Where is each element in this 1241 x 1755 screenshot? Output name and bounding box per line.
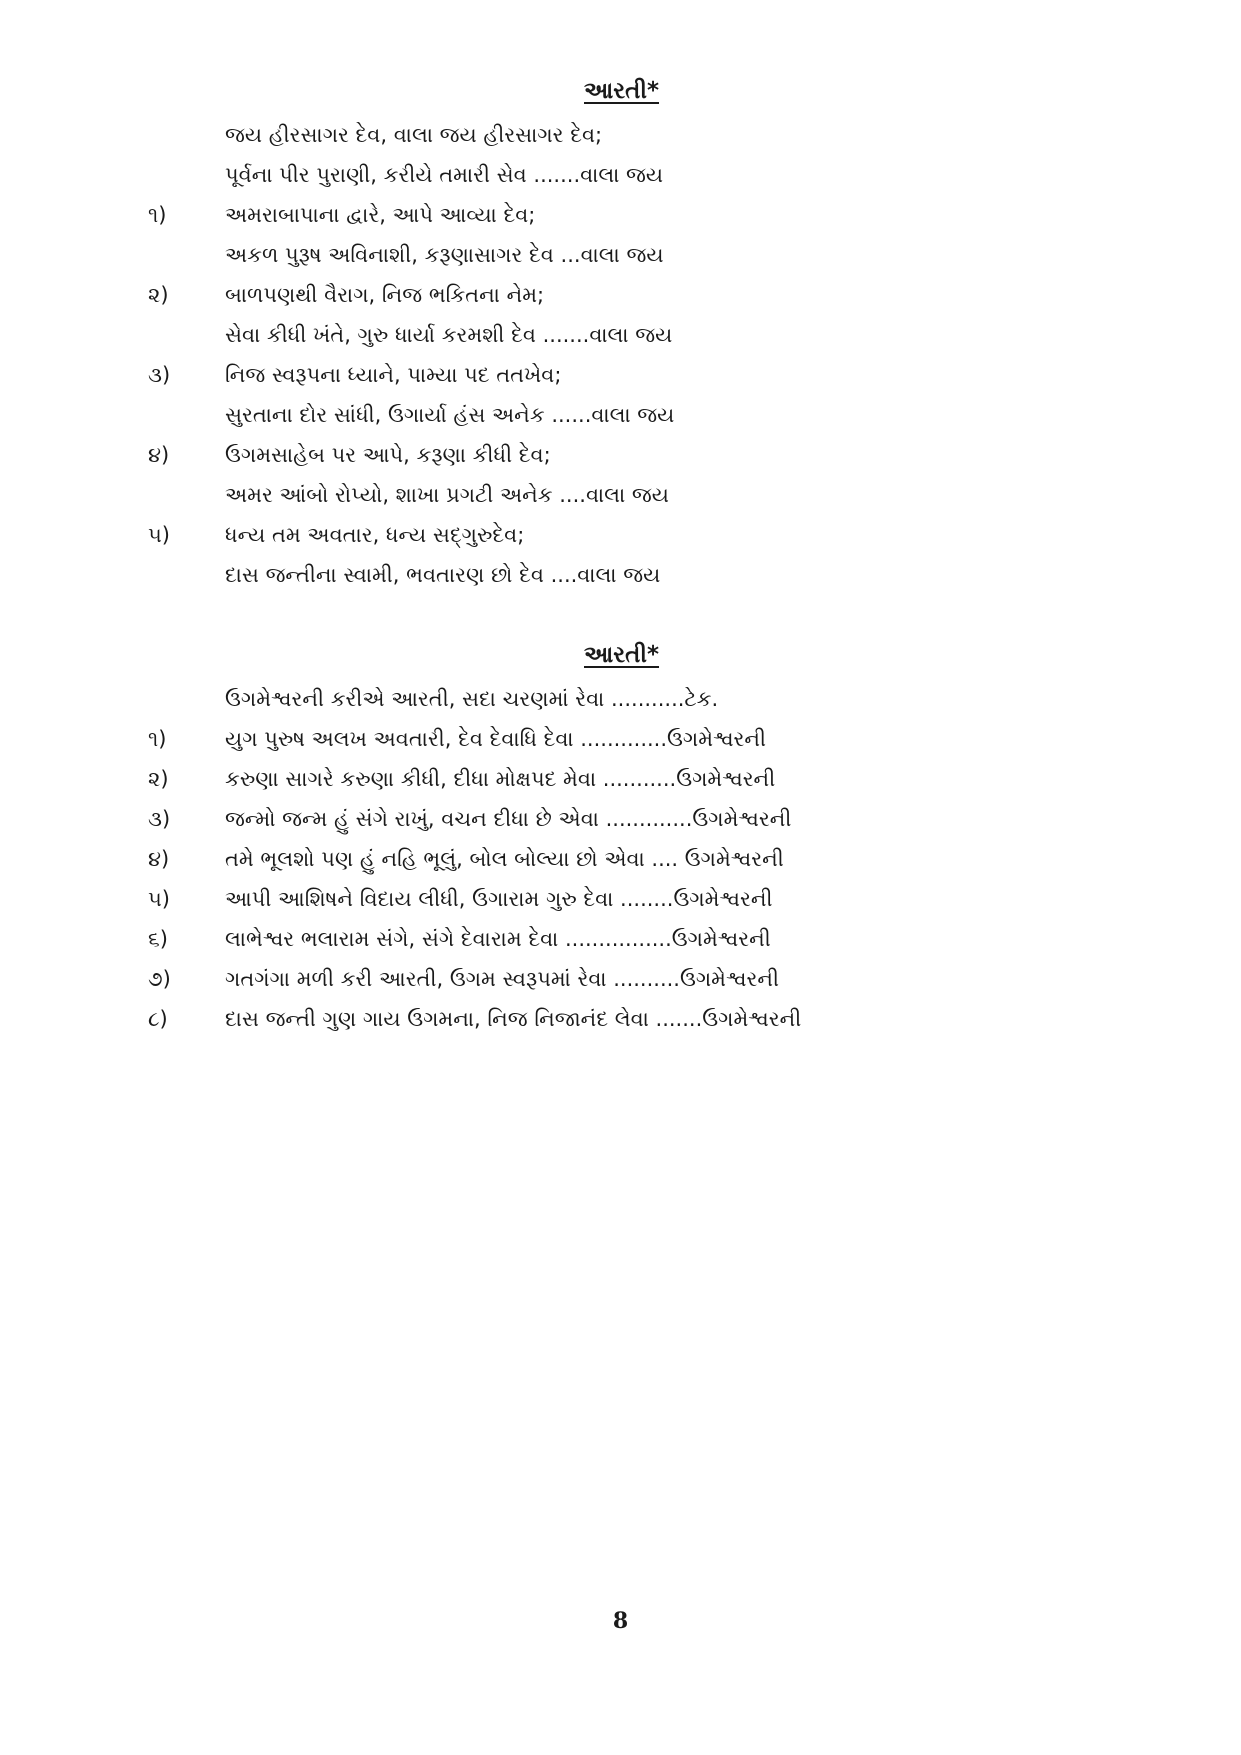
verse-text: આપી આશિષને વિદાય લીધી, ઉગારામ ગુરુ દેવા ........ઉગમેશ્વરની xyxy=(225,887,773,911)
section-2-title: આરતી* xyxy=(584,642,660,668)
verse-text: દાસ જન્તી ગુણ ગાય ઉગમના, નિજ નિજાનંદ લેવા .......ઉગમેશ્વરની xyxy=(225,1007,802,1031)
verse-text: બાળપણથી વૈરાગ, નિજ ભકિતના નેમ; xyxy=(225,283,545,307)
verse-text: નિજ સ્વરૂપના ધ્યાને, પામ્યા પદ તતખેવ; xyxy=(225,363,562,387)
verse-number: ૧) xyxy=(148,203,167,227)
verse-number: ૩) xyxy=(148,807,171,831)
verse-text: અમરાબાપાના દ્વારે, આપે આવ્યા દેવ; xyxy=(225,203,536,227)
verse-number: ૮) xyxy=(148,1007,168,1031)
verse-text: ધન્ય તમ અવતાર, ધન્ય સદ્ગુરુદેવ; xyxy=(225,523,525,547)
refrain-text: ઉગમેશ્વરની કરીએ આરતી, સદા ચરણમાં રેવા ...........ટેક. xyxy=(225,687,719,711)
verse-number: ૪) xyxy=(148,847,170,871)
verse-number: ૭) xyxy=(148,967,171,991)
section-1-title: આરતી* xyxy=(584,78,660,104)
verse-text: યુગ પુરુષ અલખ અવતારી, દેવ દેવાધિ દેવા .............ઉગમેશ્વરની xyxy=(225,727,767,751)
verse-text: લાભેશ્વર ભલારામ સંગે, સંગે દેવારામ દેવા ................ઉગમેશ્વરની xyxy=(225,927,771,951)
verse-number: ૩) xyxy=(148,363,171,387)
verse-text: અમર આંબો રોપ્યો, શાખા પ્રગટી અનેક ....વાલા જય xyxy=(225,483,669,507)
verse-text: તમે ભૂલશો પણ હું નહિ ભૂલું, બોલ બોલ્યા છો એવા .... ઉગમેશ્વરની xyxy=(225,847,784,871)
verse-text: સુરતાના દોર સાંધી, ઉગાર્યા હંસ અનેક ......વાલા જય xyxy=(225,403,675,427)
verse-text: અકળ પુરૂષ અવિનાશી, કરૂણાસાગર દેવ ...વાલા જય xyxy=(225,243,664,267)
verse-number: ૪) xyxy=(148,443,170,467)
verse-text: ઉગમસાહેબ પર આપે, કરૂણા કીધી દેવ; xyxy=(225,443,551,467)
verse-text: સેવા કીધી ખંતે, ગુરુ ધાર્યા કરમશી દેવ .......વાલા જય xyxy=(225,323,673,347)
page-number: 8 xyxy=(612,1608,629,1634)
verse-number: ૬) xyxy=(148,927,168,951)
verse-text: કરુણા સાગરે કરુણા કીધી, દીધા મોક્ષપદ મેવા ...........ઉગમેશ્વરની xyxy=(225,767,776,791)
refrain-text: જય હીરસાગર દેવ, વાલા જય હીરસાગર દેવ; xyxy=(225,123,603,147)
verse-text: જન્મો જન્મ હું સંગે રાખું, વચન દીધા છે એવા .............ઉગમેશ્વરની xyxy=(225,807,792,831)
verse-text: ગતગંગા મળી કરી આરતી, ઉગમ સ્વરૂપમાં રેવા ..........ઉગમેશ્વરની xyxy=(225,967,779,991)
verse-number: ૫) xyxy=(148,523,170,547)
verse-number: ૧) xyxy=(148,727,167,751)
verse-number: ૫) xyxy=(148,887,170,911)
refrain-text: પૂર્વના પીર પુરાણી, કરીયે તમારી સેવ .......વાલા જય xyxy=(225,163,664,187)
verse-number: ૨) xyxy=(148,767,169,791)
verse-text: દાસ જન્તીના સ્વામી, ભવતારણ છો દેવ ....વાલા જય xyxy=(225,563,661,587)
verse-number: ૨) xyxy=(148,283,169,307)
